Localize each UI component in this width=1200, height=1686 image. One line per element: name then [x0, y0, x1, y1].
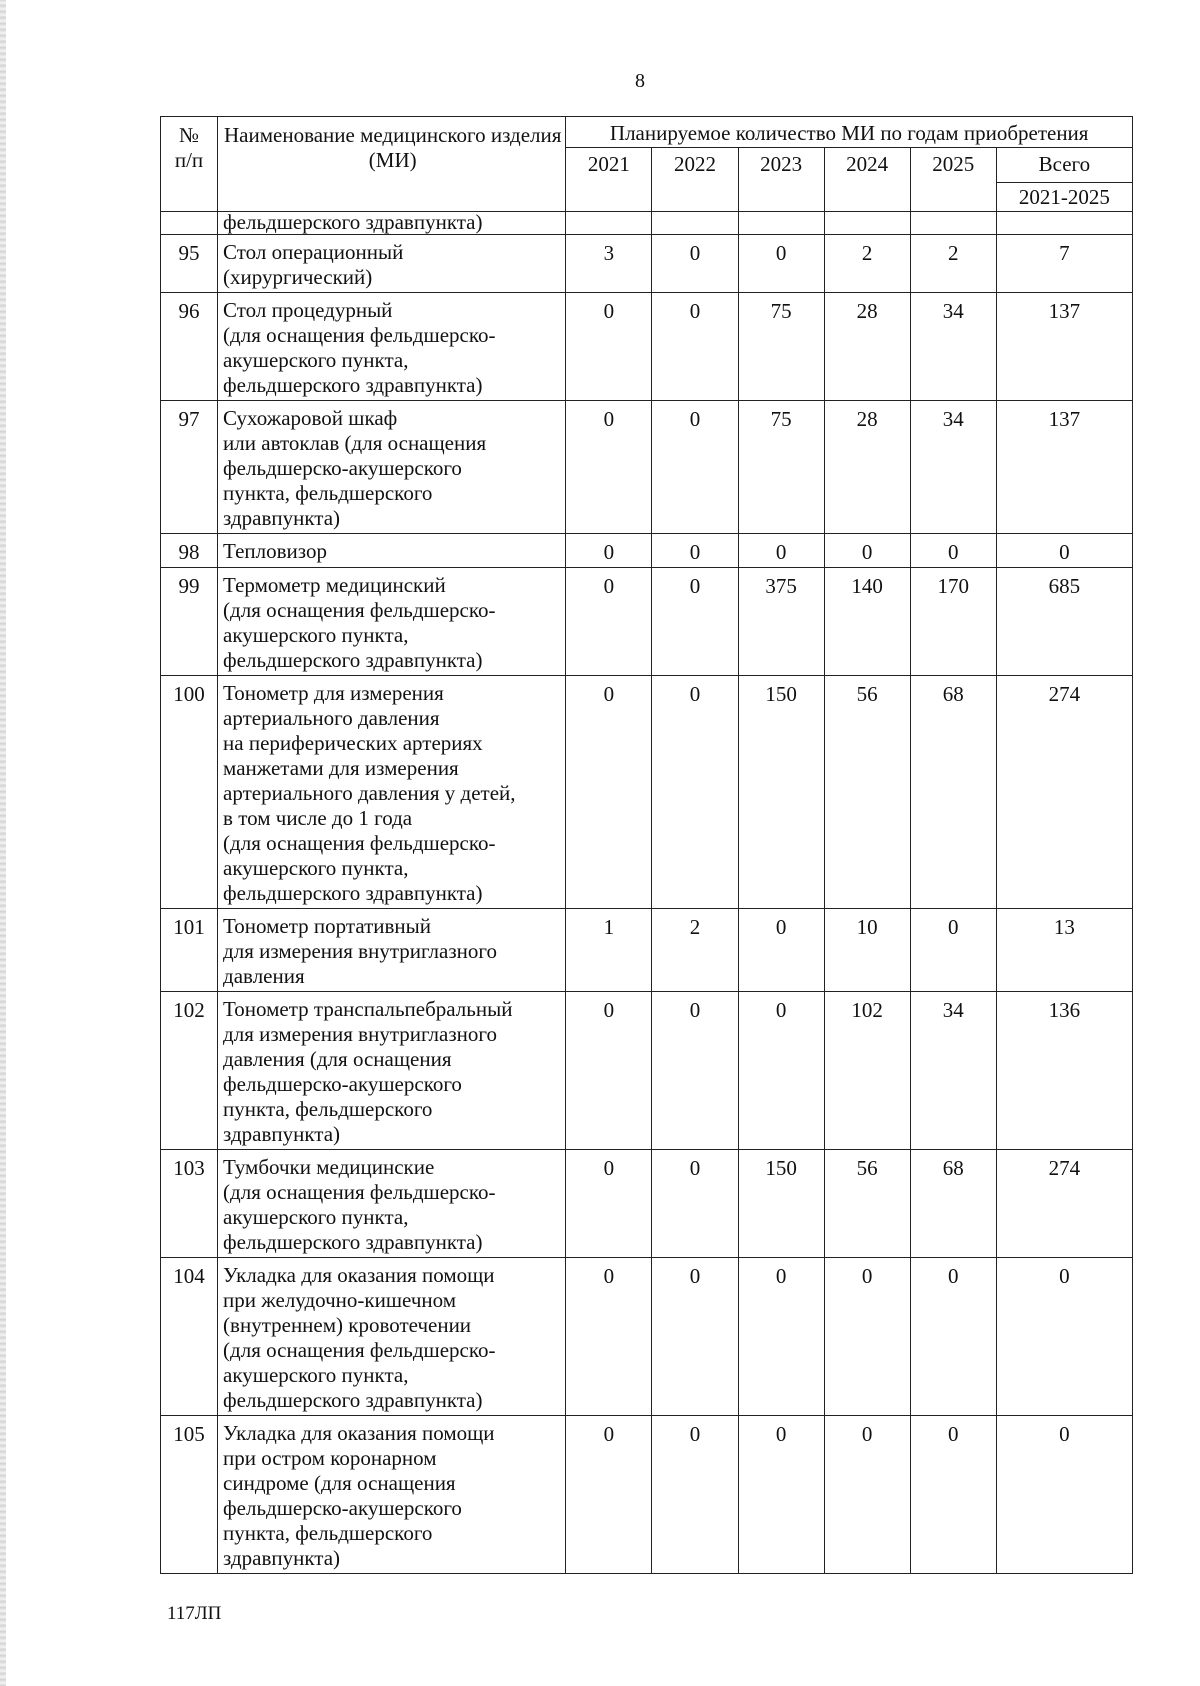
cell-2021: 0	[566, 293, 652, 401]
cell-2025: 34	[910, 401, 996, 534]
cell-num: 98	[161, 534, 218, 568]
cell-2024: 10	[824, 909, 910, 992]
cell-total: 137	[996, 401, 1132, 534]
footer-document-code: 117ЛП	[167, 1603, 222, 1624]
cell-2025: 0	[910, 1416, 996, 1574]
cell-name: Тонометр транспальпебральный для измерения внутриглазного давления (для оснащения фельдшерско-акушерского пункта, фельдшерского здравпункта)	[218, 992, 566, 1150]
cell-2024: 0	[824, 534, 910, 568]
cell-name: Сухожаровой шкаф или автоклав (для оснащения фельдшерско-акушерского пункта, фельдшерского здравпункта)	[218, 401, 566, 534]
cell-total: 7	[996, 235, 1132, 293]
scan-edge-artifact	[0, 0, 6, 1686]
cell-num: 101	[161, 909, 218, 992]
cell-total: 137	[996, 293, 1132, 401]
cell-2022: 0	[652, 1416, 738, 1574]
cell-2023: 75	[738, 401, 824, 534]
cell-total	[996, 212, 1132, 235]
table-row	[161, 293, 1133, 401]
cell-2023: 150	[738, 676, 824, 909]
cell-num: 102	[161, 992, 218, 1150]
cell-2024: 0	[824, 1258, 910, 1416]
cell-num: 99	[161, 568, 218, 676]
cell-2021: 0	[566, 992, 652, 1150]
cell-2022: 0	[652, 534, 738, 568]
cell-2022: 0	[652, 1150, 738, 1258]
table-row	[161, 1416, 1133, 1574]
cell-2024: 140	[824, 568, 910, 676]
cell-total: 13	[996, 909, 1132, 992]
cell-2022	[652, 212, 738, 235]
cell-name: Термометр медицинский (для оснащения фельдшерско- акушерского пункта, фельдшерского здравпункта)	[218, 568, 566, 676]
cell-2024: 0	[824, 1416, 910, 1574]
cell-2023	[738, 212, 824, 235]
cell-2022: 0	[652, 293, 738, 401]
cell-2022: 2	[652, 909, 738, 992]
cell-2021: 1	[566, 909, 652, 992]
table-row	[161, 1150, 1133, 1258]
cell-2021: 0	[566, 1258, 652, 1416]
page-number: 8	[635, 70, 645, 92]
header-year-2022: 2022	[652, 148, 738, 212]
cell-2021: 0	[566, 568, 652, 676]
cell-2025: 68	[910, 676, 996, 909]
cell-2025: 34	[910, 293, 996, 401]
cell-2025: 0	[910, 909, 996, 992]
cell-2024: 56	[824, 1150, 910, 1258]
table-body	[161, 212, 1133, 1574]
cell-2021: 0	[566, 401, 652, 534]
cell-total: 685	[996, 568, 1132, 676]
cell-2025: 2	[910, 235, 996, 293]
table-row	[161, 401, 1133, 534]
header-year-2025: 2025	[910, 148, 996, 212]
cell-num: 100	[161, 676, 218, 909]
header-num: № п/п	[161, 117, 218, 212]
cell-num: 105	[161, 1416, 218, 1574]
cell-2023: 375	[738, 568, 824, 676]
cell-2023: 0	[738, 534, 824, 568]
cell-total: 274	[996, 676, 1132, 909]
cell-2025	[910, 212, 996, 235]
header-plan: Планируемое количество МИ по годам приобретения	[566, 117, 1133, 148]
cell-2025: 0	[910, 534, 996, 568]
cell-name: Тепловизор	[218, 534, 566, 568]
cell-2022: 0	[652, 401, 738, 534]
table-row	[161, 534, 1133, 568]
cell-name: Укладка для оказания помощи при остром коронарном синдроме (для оснащения фельдшерско-акушерского пункта, фельдшерского здравпункта)	[218, 1416, 566, 1574]
table-row	[161, 235, 1133, 293]
cell-total: 0	[996, 1416, 1132, 1574]
header-year-2023: 2023	[738, 148, 824, 212]
cell-2021: 0	[566, 1150, 652, 1258]
equipment-table-container	[160, 116, 1133, 1574]
cell-2023: 0	[738, 1416, 824, 1574]
cell-2023: 150	[738, 1150, 824, 1258]
cell-num: 96	[161, 293, 218, 401]
cell-name: Тумбочки медицинские (для оснащения фельдшерско- акушерского пункта, фельдшерского здравпункта)	[218, 1150, 566, 1258]
cell-2021: 0	[566, 1416, 652, 1574]
cell-2022: 0	[652, 1258, 738, 1416]
cell-name: Стол операционный (хирургический)	[218, 235, 566, 293]
header-total: Всего	[996, 148, 1132, 183]
cell-2022: 0	[652, 992, 738, 1150]
table-row	[161, 1258, 1133, 1416]
table-row-continuation	[161, 212, 1133, 235]
header-total-range: 2021-2025	[996, 183, 1132, 212]
cell-2022: 0	[652, 568, 738, 676]
cell-2024: 2	[824, 235, 910, 293]
cell-num: 104	[161, 1258, 218, 1416]
cell-total: 136	[996, 992, 1132, 1150]
cell-name: Стол процедурный (для оснащения фельдшерско- акушерского пункта, фельдшерского здравпункта)	[218, 293, 566, 401]
cell-2022: 0	[652, 676, 738, 909]
cell-2024: 28	[824, 293, 910, 401]
cell-2025: 34	[910, 992, 996, 1150]
cell-2022: 0	[652, 235, 738, 293]
table-row	[161, 909, 1133, 992]
cell-2024: 102	[824, 992, 910, 1150]
cell-total: 274	[996, 1150, 1132, 1258]
cell-2024: 56	[824, 676, 910, 909]
cell-2025: 170	[910, 568, 996, 676]
cell-2024: 28	[824, 401, 910, 534]
cell-2021: 0	[566, 676, 652, 909]
cell-2023: 0	[738, 235, 824, 293]
cell-num: 95	[161, 235, 218, 293]
cell-name: фельдшерского здравпункта)	[218, 212, 566, 235]
header-year-2021: 2021	[566, 148, 652, 212]
header-year-2024: 2024	[824, 148, 910, 212]
cell-2024	[824, 212, 910, 235]
cell-name: Тонометр портативный для измерения внутриглазного давления	[218, 909, 566, 992]
table-row	[161, 676, 1133, 909]
table-row	[161, 568, 1133, 676]
table-header	[161, 117, 1133, 212]
cell-name: Тонометр для измерения артериального давления на периферических артериях манжетами для измерения артериального давления у детей, в том числе до 1 года (для оснащения фельдшерско- акушерского пункта, фельдшерского здравпункта)	[218, 676, 566, 909]
cell-2025: 0	[910, 1258, 996, 1416]
cell-num: 97	[161, 401, 218, 534]
cell-2023: 0	[738, 1258, 824, 1416]
cell-total: 0	[996, 534, 1132, 568]
cell-total: 0	[996, 1258, 1132, 1416]
cell-2023: 0	[738, 992, 824, 1150]
cell-num	[161, 212, 218, 235]
cell-name: Укладка для оказания помощи при желудочно-кишечном (внутреннем) кровотечении (для оснащения фельдшерско- акушерского пункта, фельдшерского здравпункта)	[218, 1258, 566, 1416]
cell-2021	[566, 212, 652, 235]
cell-2021: 0	[566, 534, 652, 568]
header-name: Наименование медицинского изделия (МИ)	[218, 117, 566, 212]
cell-2021: 3	[566, 235, 652, 293]
cell-2023: 75	[738, 293, 824, 401]
cell-num: 103	[161, 1150, 218, 1258]
table-row	[161, 992, 1133, 1150]
equipment-plan-table	[160, 116, 1133, 1574]
cell-2025: 68	[910, 1150, 996, 1258]
cell-2023: 0	[738, 909, 824, 992]
